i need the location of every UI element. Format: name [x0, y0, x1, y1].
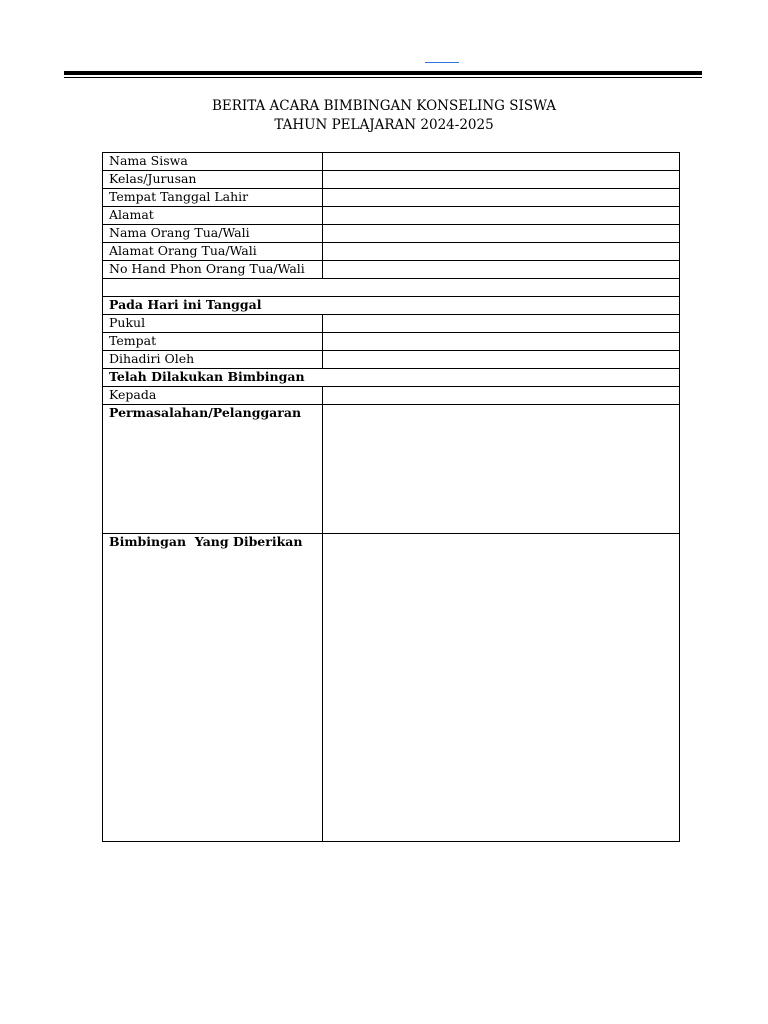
label-kelas-jurusan: Kelas/Jurusan	[103, 171, 323, 189]
label-dihadiri-oleh: Dihadiri Oleh	[103, 351, 323, 369]
field-no-hp-orang-tua[interactable]	[323, 261, 680, 279]
field-bimbingan-diberikan[interactable]	[323, 534, 680, 842]
header-link-underline[interactable]	[425, 62, 459, 63]
table-row	[103, 315, 680, 333]
label-bimbingan-diberikan: Bimbingan Yang Diberikan	[103, 534, 323, 842]
field-permasalahan[interactable]	[323, 405, 680, 534]
table-row	[103, 369, 680, 387]
label-tempat: Tempat	[103, 333, 323, 351]
section-heading-session: Pada Hari ini Tanggal	[103, 297, 680, 315]
header-rule-thin	[64, 77, 702, 78]
label-alamat: Alamat	[103, 207, 323, 225]
table-row	[103, 153, 680, 171]
counseling-form-table	[102, 152, 680, 842]
table-row	[103, 261, 680, 279]
table-row	[103, 387, 680, 405]
field-nama-siswa[interactable]	[323, 153, 680, 171]
document-subtitle: TAHUN PELAJARAN 2024-2025	[274, 117, 494, 133]
table-row	[103, 225, 680, 243]
field-kelas-jurusan[interactable]	[323, 171, 680, 189]
label-no-hp-orang-tua: No Hand Phon Orang Tua/Wali	[103, 261, 323, 279]
document-title: BERITA ACARA BIMBINGAN KONSELING SISWA	[211, 98, 557, 114]
label-nama-siswa: Nama Siswa	[103, 153, 323, 171]
spacer-row	[103, 279, 680, 297]
spacer-cell	[103, 279, 680, 297]
header-rule-thick	[64, 71, 702, 75]
label-tempat-tanggal-lahir: Tempat Tanggal Lahir	[103, 189, 323, 207]
table-row	[103, 171, 680, 189]
table-row	[103, 189, 680, 207]
label-alamat-orang-tua: Alamat Orang Tua/Wali	[103, 243, 323, 261]
label-permasalahan: Permasalahan/Pelanggaran	[103, 405, 323, 534]
section-heading-guidance: Telah Dilakukan Bimbingan	[103, 369, 680, 387]
field-dihadiri-oleh[interactable]	[323, 351, 680, 369]
field-alamat[interactable]	[323, 207, 680, 225]
field-tempat-tanggal-lahir[interactable]	[323, 189, 680, 207]
field-alamat-orang-tua[interactable]	[323, 243, 680, 261]
table-row	[103, 534, 680, 842]
table-row	[103, 333, 680, 351]
label-pukul: Pukul	[103, 315, 323, 333]
field-nama-orang-tua[interactable]	[323, 225, 680, 243]
table-row	[103, 297, 680, 315]
label-nama-orang-tua: Nama Orang Tua/Wali	[103, 225, 323, 243]
table-row	[103, 351, 680, 369]
label-kepada: Kepada	[103, 387, 323, 405]
table-row	[103, 207, 680, 225]
field-pukul[interactable]	[323, 315, 680, 333]
field-kepada[interactable]	[323, 387, 680, 405]
table-row	[103, 243, 680, 261]
field-tempat[interactable]	[323, 333, 680, 351]
table-row	[103, 405, 680, 534]
